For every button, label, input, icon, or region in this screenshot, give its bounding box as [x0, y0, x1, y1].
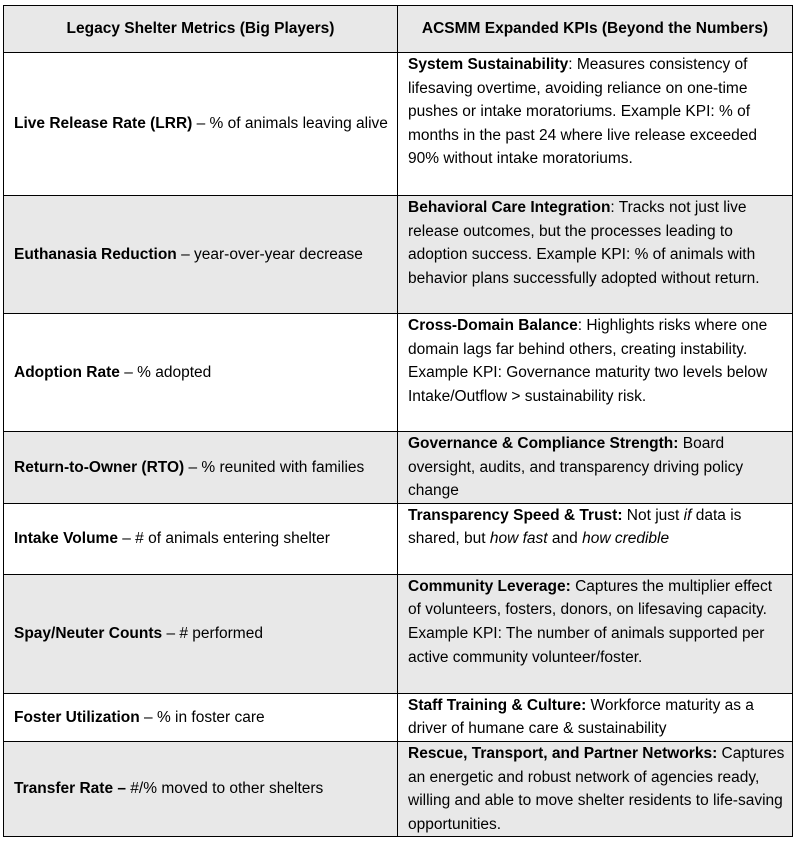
- metric-name: Live Release Rate (LRR): [14, 115, 193, 133]
- kpi-comparison-table: [3, 5, 793, 837]
- kpi-description: Board oversight, audits, and transparency driving policy change: [408, 435, 744, 500]
- metric-name: Adoption Rate: [14, 363, 120, 381]
- legacy-metric-cell: [4, 196, 398, 314]
- kpi-title: Transparency Speed & Trust:: [408, 506, 623, 524]
- metric-description: – year-over-year decrease: [176, 245, 363, 263]
- acsmm-kpi-cell: [398, 196, 793, 314]
- kpi-description: Workforce maturity as a driver of humane care & sustainability: [408, 696, 754, 738]
- table-row: [4, 741, 793, 836]
- acsmm-kpi-cell: [398, 314, 793, 432]
- table-row: [4, 432, 793, 504]
- legacy-metric-cell: [4, 693, 398, 741]
- legacy-metric-cell: [4, 574, 398, 693]
- table-row: [4, 503, 793, 574]
- kpi-emphasis: how credible: [582, 530, 670, 548]
- acsmm-kpi-cell: [398, 741, 793, 836]
- acsmm-kpi-cell: [398, 503, 793, 574]
- legacy-metric-cell: [4, 741, 398, 836]
- kpi-title: Behavioral Care Integration: [408, 199, 611, 216]
- metric-description: – % of animals leaving alive: [192, 115, 388, 133]
- acsmm-kpi-cell: [398, 53, 793, 196]
- kpi-description: : Tracks not just live release outcomes, but the processes leading to adoption success. Example KPI: % of animals with behavior plans successfully adopted without return.: [408, 199, 760, 287]
- metric-name: Euthanasia Reduction: [14, 245, 177, 263]
- kpi-description: data is shared, but: [408, 506, 742, 548]
- acsmm-kpi-cell: [398, 432, 793, 504]
- kpi-description: Captures an energetic and robust network of agencies ready, willing and able to move shelter residents to life-saving opportunities.: [408, 744, 785, 833]
- kpi-description: Captures the multiplier effect of volunteers, fosters, donors, on lifesaving capacity. Example KPI: The number of animals supported per active community volunteer/foster.: [408, 577, 773, 666]
- acsmm-kpi-cell: [398, 574, 793, 693]
- legacy-metric-cell: [4, 432, 398, 504]
- legacy-metric-cell: [4, 503, 398, 574]
- table-row: [4, 314, 793, 432]
- metric-description: – # of animals entering shelter: [117, 529, 330, 547]
- kpi-title: Governance & Compliance Strength:: [408, 435, 679, 452]
- acsmm-kpi-cell: [398, 693, 793, 741]
- metric-description: – # performed: [162, 624, 263, 642]
- metric-description: – % reunited with families: [184, 458, 365, 476]
- kpi-title: System Sustainability: [408, 56, 569, 73]
- kpi-description: : Measures consistency of lifesaving overtime, avoiding reliance on one-time pushes or intake moratoriums. Example KPI: % of months in the past 24 where live release exceeded 90% without intake moratoriums.: [408, 56, 757, 168]
- table-row: [4, 196, 793, 314]
- metric-name: Spay/Neuter Counts: [14, 624, 163, 642]
- metric-name: Transfer Rate –: [14, 780, 126, 798]
- table-row: [4, 574, 793, 693]
- legacy-metric-cell: [4, 314, 398, 432]
- table-header-row: [4, 6, 793, 53]
- kpi-emphasis: how fast: [489, 530, 548, 548]
- kpi-description: : Highlights risks where one domain lags far behind others, creating instability. Example KPI: Governance maturity two levels below Intake/Outflow > sustainability risk.: [408, 317, 768, 405]
- kpi-emphasis: if: [683, 506, 692, 524]
- kpi-title: Rescue, Transport, and Partner Networks:: [408, 744, 718, 762]
- metric-description: #/% moved to other shelters: [126, 780, 324, 798]
- kpi-title: Staff Training & Culture:: [408, 696, 587, 714]
- kpi-title: Cross-Domain Balance: [408, 317, 578, 334]
- kpi-description: Not just: [622, 506, 684, 524]
- metric-description: – % in foster care: [139, 708, 265, 726]
- legacy-metrics-header: Legacy Shelter Metrics (Big Players): [4, 6, 398, 53]
- kpi-title: Community Leverage:: [408, 577, 571, 595]
- metric-name: Intake Volume: [14, 529, 118, 547]
- metric-description: – % adopted: [119, 363, 212, 381]
- acsmm-kpis-header: ACSMM Expanded KPIs (Beyond the Numbers): [398, 6, 793, 53]
- table-row: [4, 693, 793, 741]
- table-row: [4, 53, 793, 196]
- legacy-metric-cell: [4, 53, 398, 196]
- kpi-description: and: [547, 530, 583, 548]
- metric-name: Return-to-Owner (RTO): [14, 458, 185, 476]
- metric-name: Foster Utilization: [14, 708, 140, 726]
